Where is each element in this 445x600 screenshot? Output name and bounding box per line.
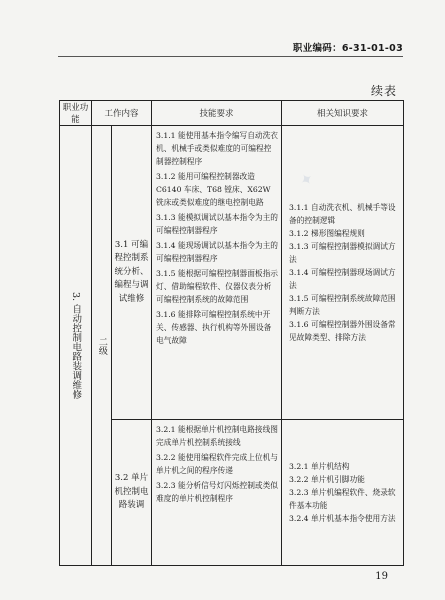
skills-3-1: [152, 126, 282, 420]
level-cell: [92, 126, 112, 566]
knowledge-item: 3.2.1 单片机结构: [289, 462, 350, 471]
table-row: [60, 126, 404, 420]
header-knowledge: 相关知识要求: [282, 101, 404, 126]
skill-item: 3.2.2 能使用编程软件完成上位机与单片机之间的程序传递: [156, 453, 278, 475]
skill-item: 3.1.2 能用可编程控制器改造 C6140 车床、T68 镗床、X62W 铣床或类似难度的继电控制电路: [156, 172, 271, 207]
skills-3-2: [152, 420, 282, 566]
skill-item: 3.1.1 能使用基本指令编写自动洗衣机、机械手或类似难度的可编程控制器控制程序: [156, 131, 278, 166]
skill-item: 3.1.6 能排除可编程控制系统中开关、传感器、执行机构等外围设备电气故障: [156, 310, 272, 345]
knowledge-item: 3.1.5 可编程控制系统故障范围判断方法: [289, 294, 396, 316]
skill-item: 3.1.5 能根据可编程控制器面板指示灯、借助编程软件、仪器仪表分析可编程控制系统的故障范围: [156, 269, 278, 304]
header-rule: [58, 56, 403, 57]
skill-item: 3.1.4 能现场调试以基本指令为主的可编程控制器程序: [156, 241, 278, 263]
skill-standard-table: [59, 100, 404, 566]
function-name: 3. 自动控制电路装调维修: [70, 291, 82, 400]
level-label: 二级: [96, 336, 107, 355]
knowledge-item: 3.1.2 梯形图编程规则: [289, 229, 365, 238]
table-header-row: [60, 101, 404, 126]
knowledge-3-1: [282, 126, 404, 420]
knowledge-item: 3.2.3 单片机编程软件、烧录软件基本功能: [289, 488, 396, 510]
knowledge-3-2: [282, 420, 404, 566]
function-cell: [60, 126, 92, 566]
header-content: 工作内容: [92, 101, 152, 126]
knowledge-item: 3.1.1 自动洗衣机、机械手等设备的控制逻辑: [289, 203, 396, 225]
job-code: 职业编码：6-31-01-03: [292, 43, 403, 54]
content-3-2: 3.2 单片机控制电路装调: [112, 420, 152, 566]
header-skills: 技能要求: [152, 101, 282, 126]
knowledge-item: 3.1.6 可编程控制器外围设备常见故障类型、排除方法: [289, 320, 396, 342]
knowledge-item: 3.1.4 可编程控制器现场调试方法: [289, 268, 396, 290]
continued-label: 续表: [370, 84, 397, 98]
watermark: ✦: [295, 167, 318, 192]
skill-item: 3.2.3 能分析信号灯闪烁控制或类似难度的单片机控制程序: [156, 481, 278, 503]
table-row: [60, 420, 404, 566]
header-function: 职业功能: [60, 101, 92, 126]
knowledge-item: 3.2.2 单片机引脚功能: [289, 475, 365, 484]
knowledge-item: 3.2.4 单片机基本指令使用方法: [289, 514, 396, 523]
skill-item: 3.1.3 能模拟调试以基本指令为主的可编程控制器程序: [156, 213, 278, 235]
knowledge-item: 3.1.3 可编程控制器模拟调试方法: [289, 242, 396, 264]
page-number: 19: [375, 571, 388, 582]
skill-item: 3.2.1 能根据单片机控制电路接线图完成单片机控制系统接线: [156, 425, 278, 447]
content-3-1: 3.1 可编程控制系统分析、编程与调试维修: [112, 126, 152, 420]
